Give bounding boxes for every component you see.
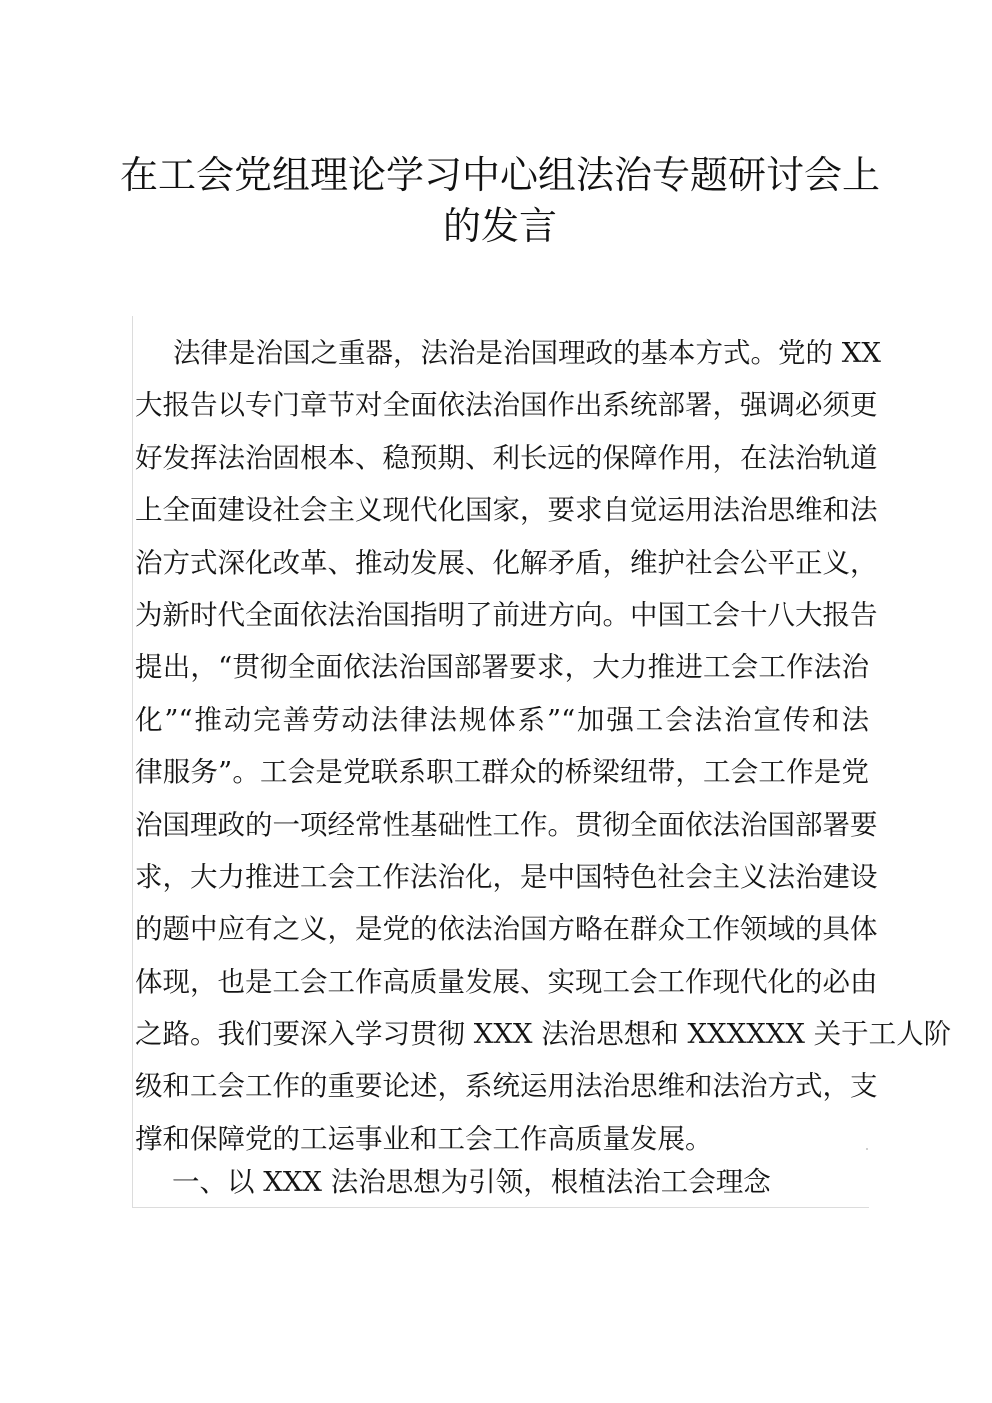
paragraph-line: 律服务”。工会是党联系职工群众的桥梁纽带，工会工作是党: [135, 756, 869, 789]
paragraph-line: 上全面建设社会主义现代化国家，要求自觉运用法治思维和法: [135, 494, 878, 527]
paragraph-line: 化”“推动完善劳动法律法规体系”“加强工会法治宣传和法: [135, 703, 869, 736]
paragraph-line: 提出，“贯彻全面依法治国部署要求，大力推进工会工作法治: [135, 651, 869, 684]
paragraph-line: 体现，也是工会工作高质量发展、实现工会工作现代化的必由: [135, 965, 878, 998]
paragraph-line: 大报告以专门章节对全面依法治国作出系统部署，强调必须更: [135, 389, 878, 422]
paragraph-line: 撑和保障党的工运事业和工会工作高质量发展。: [135, 1122, 713, 1155]
paragraph-line: 之路。我们要深入学习贯彻 XXX 法治思想和 XXXXXX 关于工人阶: [135, 1018, 952, 1051]
paragraph-line: 治方式深化改革、推动发展、化解矛盾，维护社会公平正义，: [135, 546, 878, 579]
section-heading: 一、以 XXX 法治思想为引领，根植法治工会理念: [172, 1166, 771, 1198]
paragraph-1: [135, 327, 952, 1165]
paragraph-line: 的题中应有之义，是党的依法治国方略在群众工作领域的具体: [135, 913, 878, 946]
paragraph-line: 为新时代全面依法治国指明了前进方向。中国工会十八大报告: [135, 598, 878, 631]
title-line-1: 在工会党组理论学习中心组法治专题研讨会上: [119, 153, 880, 197]
title-line-2: 的发言: [442, 204, 557, 248]
paragraph-line: 治国理政的一项经常性基础性工作。贯彻全面依法治国部署要: [135, 808, 878, 841]
paragraph-line: 好发挥法治固根本、稳预期、利长远的保障作用，在法治轨道: [135, 441, 878, 474]
paragraph-line: 法律是治国之重器，法治是治国理政的基本方式。党的 XX: [173, 337, 881, 369]
paragraph-line: 求，大力推进工会工作法治化，是中国特色社会主义法治建设: [135, 860, 878, 893]
paragraph-line: 级和工会工作的重要论述，系统运用法治思维和法治方式，支: [135, 1070, 878, 1103]
document-title: [110, 150, 890, 252]
